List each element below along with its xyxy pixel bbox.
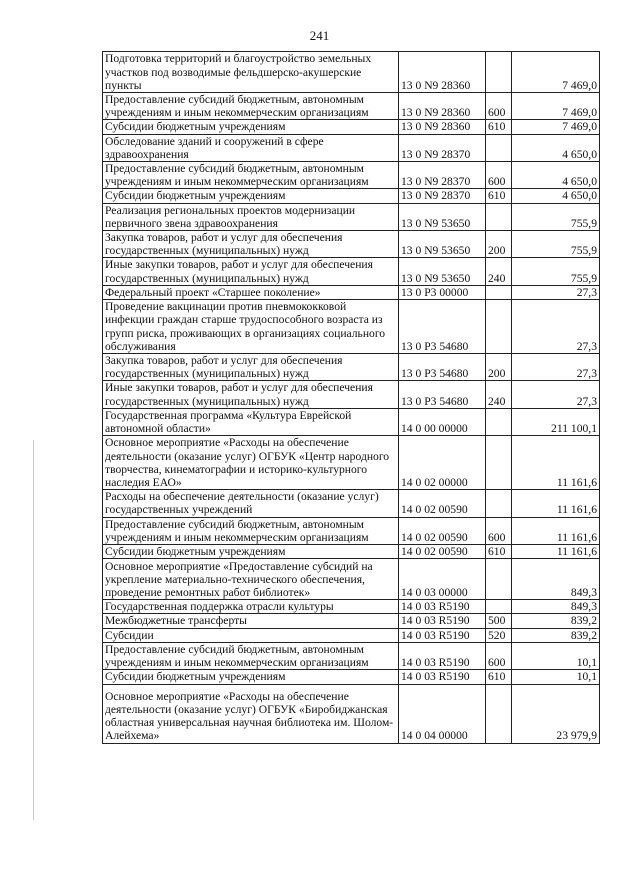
- row-expense-type: 200: [486, 231, 512, 258]
- row-code: 13 0 P3 54680: [399, 300, 486, 354]
- row-name: Предоставление субсидий бюджетным, автономным учреждениям и иным некоммерческим организациям: [103, 517, 399, 544]
- row-code: 13 0 N9 53650: [399, 258, 486, 285]
- row-expense-type: 240: [486, 381, 512, 408]
- row-name: Федеральный проект «Старшее поколение»: [103, 285, 399, 299]
- row-expense-type: [486, 436, 512, 490]
- table-row: [103, 490, 600, 517]
- row-name: Закупка товаров, работ и услуг для обеспечения государственных (муниципальных) нужд: [103, 354, 399, 381]
- row-name: Основное мероприятие «Расходы на обеспечение деятельности (оказание услуг) ОГБУК «Биробиджанская областная универсальная научная библиотека им. Шолом-Алейхема»: [103, 684, 399, 743]
- row-sum: 11 161,6: [512, 436, 600, 490]
- row-sum: 27,3: [512, 354, 600, 381]
- row-expense-type: 600: [486, 162, 512, 189]
- row-expense-type: 600: [486, 93, 512, 120]
- row-expense-type: [486, 203, 512, 230]
- row-sum: 4 650,0: [512, 134, 600, 161]
- row-name: Предоставление субсидий бюджетным, автономным учреждениям и иным некоммерческим организациям: [103, 93, 399, 120]
- row-name: Проведение вакцинации против пневмококковой инфекции граждан старше трудоспособного возраста из групп риска, проживающих в организациях социального обслуживания: [103, 300, 399, 354]
- row-name: Предоставление субсидий бюджетным, автономным учреждениям и иным некоммерческим организациям: [103, 642, 399, 669]
- row-expense-type: [486, 600, 512, 614]
- table-row: [103, 231, 600, 258]
- row-sum: 4 650,0: [512, 162, 600, 189]
- row-name: Подготовка территорий и благоустройство земельных участков под возводимые фельдшерско-акушерские пункты: [103, 52, 399, 93]
- row-sum: 849,3: [512, 559, 600, 600]
- row-code: 14 0 03 R5190: [399, 600, 486, 614]
- row-code: 14 0 04 00000: [399, 684, 486, 743]
- row-expense-type: [486, 408, 512, 435]
- row-sum: 7 469,0: [512, 52, 600, 93]
- row-code: 14 0 02 00590: [399, 545, 486, 559]
- row-code: 14 0 03 R5190: [399, 628, 486, 642]
- row-name: Иные закупки товаров, работ и услуг для обеспечения государственных (муниципальных) нужд: [103, 381, 399, 408]
- row-expense-type: [486, 684, 512, 743]
- row-name: Субсидии бюджетным учреждениям: [103, 670, 399, 684]
- row-sum: 7 469,0: [512, 93, 600, 120]
- row-expense-type: 610: [486, 545, 512, 559]
- table-row: [103, 354, 600, 381]
- table-row: [103, 258, 600, 285]
- row-name: Субсидии бюджетным учреждениям: [103, 545, 399, 559]
- row-expense-type: 520: [486, 628, 512, 642]
- row-name: Закупка товаров, работ и услуг для обеспечения государственных (муниципальных) нужд: [103, 231, 399, 258]
- table-row: [103, 436, 600, 490]
- table-row: [103, 52, 600, 93]
- row-expense-type: 610: [486, 189, 512, 203]
- row-expense-type: [486, 300, 512, 354]
- budget-table: [102, 51, 600, 744]
- row-sum: 4 650,0: [512, 189, 600, 203]
- row-code: 14 0 03 R5190: [399, 614, 486, 628]
- table-row: [103, 684, 600, 743]
- row-sum: 11 161,6: [512, 490, 600, 517]
- row-code: 14 0 02 00590: [399, 490, 486, 517]
- row-sum: 10,1: [512, 670, 600, 684]
- table-row: [103, 381, 600, 408]
- row-code: 14 0 02 00000: [399, 436, 486, 490]
- table-row: [103, 670, 600, 684]
- row-sum: 755,9: [512, 203, 600, 230]
- row-sum: 839,2: [512, 628, 600, 642]
- row-sum: 211 100,1: [512, 408, 600, 435]
- page-number: 241: [309, 28, 330, 43]
- row-expense-type: 500: [486, 614, 512, 628]
- row-name: Субсидии бюджетным учреждениям: [103, 120, 399, 134]
- row-sum: 11 161,6: [512, 545, 600, 559]
- row-code: 13 0 N9 28370: [399, 162, 486, 189]
- table-row: [103, 408, 600, 435]
- row-expense-type: [486, 285, 512, 299]
- row-sum: 10,1: [512, 642, 600, 669]
- row-sum: 755,9: [512, 231, 600, 258]
- row-code: 13 0 N9 53650: [399, 203, 486, 230]
- row-expense-type: 240: [486, 258, 512, 285]
- row-sum: 755,9: [512, 258, 600, 285]
- row-sum: 849,3: [512, 600, 600, 614]
- row-sum: 27,3: [512, 285, 600, 299]
- row-name: Межбюджетные трансферты: [103, 614, 399, 628]
- row-sum: 7 469,0: [512, 120, 600, 134]
- row-code: 13 0 P3 54680: [399, 381, 486, 408]
- row-expense-type: [486, 52, 512, 93]
- table-row: [103, 545, 600, 559]
- table-row: [103, 300, 600, 354]
- row-code: 14 0 00 00000: [399, 408, 486, 435]
- table-row: [103, 614, 600, 628]
- row-expense-type: 600: [486, 517, 512, 544]
- row-name: Иные закупки товаров, работ и услуг для обеспечения государственных (муниципальных) нужд: [103, 258, 399, 285]
- row-sum: 839,2: [512, 614, 600, 628]
- row-code: 13 0 N9 28360: [399, 52, 486, 93]
- table-row: [103, 559, 600, 600]
- row-expense-type: [486, 134, 512, 161]
- row-sum: 23 979,9: [512, 684, 600, 743]
- row-expense-type: 200: [486, 354, 512, 381]
- table-row: [103, 642, 600, 669]
- row-sum: 27,3: [512, 381, 600, 408]
- row-name: Реализация региональных проектов модернизации первичного звена здравоохранения: [103, 203, 399, 230]
- table-row: [103, 134, 600, 161]
- row-code: 13 0 P3 00000: [399, 285, 486, 299]
- row-name: Государственная поддержка отрасли культуры: [103, 600, 399, 614]
- row-code: 13 0 P3 54680: [399, 354, 486, 381]
- row-code: 13 0 N9 28370: [399, 134, 486, 161]
- row-code: 13 0 N9 28360: [399, 120, 486, 134]
- row-expense-type: 610: [486, 670, 512, 684]
- table-row: [103, 162, 600, 189]
- row-expense-type: [486, 490, 512, 517]
- table-row: [103, 628, 600, 642]
- row-name: Государственная программа «Культура Еврейской автономной области»: [103, 408, 399, 435]
- row-name: Субсидии бюджетным учреждениям: [103, 189, 399, 203]
- row-code: 13 0 N9 53650: [399, 231, 486, 258]
- table-row: [103, 517, 600, 544]
- row-name: Основное мероприятие «Предоставление субсидий на укрепление материально-технического обеспечения, проведение ремонтных работ библиотек»: [103, 559, 399, 600]
- table-row: [103, 203, 600, 230]
- table-row: [103, 189, 600, 203]
- table-row: [103, 120, 600, 134]
- row-name: Предоставление субсидий бюджетным, автономным учреждениям и иным некоммерческим организациям: [103, 162, 399, 189]
- table-row: [103, 93, 600, 120]
- row-code: 13 0 N9 28370: [399, 189, 486, 203]
- row-name: Расходы на обеспечение деятельности (оказание услуг) государственных учреждений: [103, 490, 399, 517]
- row-code: 13 0 N9 28360: [399, 93, 486, 120]
- row-expense-type: 610: [486, 120, 512, 134]
- row-name: Основное мероприятие «Расходы на обеспечение деятельности (оказание услуг) ОГБУК «Центр народного творчества, кинематографии и историко-культурного наследия ЕАО»: [103, 436, 399, 490]
- row-sum: 27,3: [512, 300, 600, 354]
- row-code: 14 0 03 R5190: [399, 670, 486, 684]
- row-sum: 11 161,6: [512, 517, 600, 544]
- row-code: 14 0 03 R5190: [399, 642, 486, 669]
- table-row: [103, 600, 600, 614]
- row-name: Обследование зданий и сооружений в сфере здравоохранения: [103, 134, 399, 161]
- row-expense-type: [486, 559, 512, 600]
- row-name: Субсидии: [103, 628, 399, 642]
- table-row: [103, 285, 600, 299]
- row-expense-type: 600: [486, 642, 512, 669]
- row-code: 14 0 03 00000: [399, 559, 486, 600]
- row-code: 14 0 02 00590: [399, 517, 486, 544]
- scan-margin-line: [33, 440, 34, 820]
